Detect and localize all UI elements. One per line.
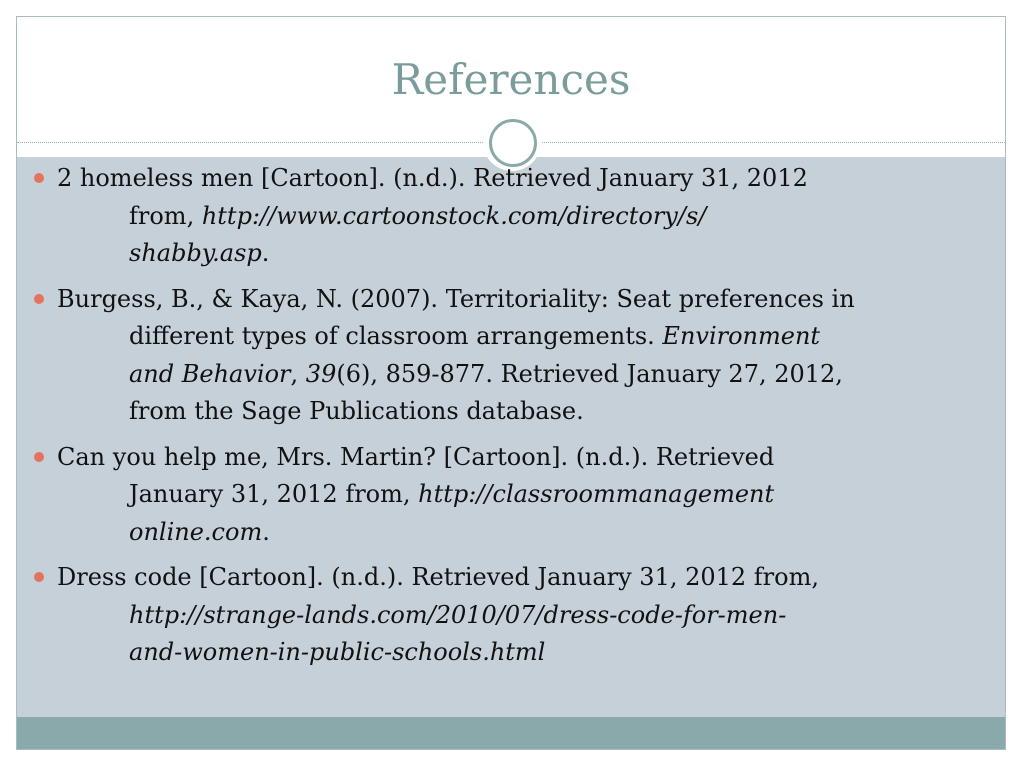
reference-text: January 31, 2012 from,	[129, 480, 419, 508]
reference-line	[57, 198, 965, 236]
reference-line	[57, 597, 965, 635]
reference-text: different types of classroom arrangements.	[129, 322, 663, 350]
reference-text: 2 homeless men [Cartoon]. (n.d.). Retrieved January 31, 2012	[57, 164, 808, 192]
reference-item	[30, 439, 965, 552]
reference-text: Dress code [Cartoon]. (n.d.). Retrieved January 31, 2012 from,	[57, 563, 819, 591]
reference-text: (6), 859-877. Retrieved January 27, 2012,	[336, 359, 843, 388]
reference-text: Burgess, B., & Kaya, N. (2007). Territoriality: Seat preferences in	[57, 284, 855, 313]
reference-line	[57, 634, 965, 672]
reference-line	[57, 281, 965, 319]
reference-italic-text: 39	[305, 359, 337, 388]
reference-item	[30, 160, 965, 273]
reference-italic-text: http://classroommanagement	[418, 480, 775, 508]
reference-text: .	[262, 517, 270, 546]
reference-italic-text: Environment	[662, 322, 821, 350]
reference-line	[57, 439, 965, 477]
reference-italic-text: shabby.asp	[129, 239, 262, 267]
reference-text: from the Sage Publications database.	[129, 397, 584, 425]
slide-title: References	[391, 55, 631, 104]
reference-item	[30, 559, 965, 672]
reference-italic-text: and-women-in-public-schools.html	[129, 638, 546, 666]
reference-line	[57, 514, 965, 552]
reference-text: ,	[290, 359, 306, 388]
reference-line	[57, 393, 965, 431]
bullet-icon	[34, 572, 44, 582]
footer-band	[17, 717, 1005, 750]
bullet-icon	[34, 294, 44, 304]
reference-line	[57, 235, 965, 273]
reference-text: .	[261, 239, 270, 267]
reference-italic-text: online.com	[129, 517, 263, 546]
reference-line	[57, 356, 965, 394]
reference-line	[57, 160, 965, 198]
reference-line	[57, 559, 965, 597]
bullet-icon	[34, 452, 44, 462]
reference-italic-text: http://www.cartoonstock.com/directory/s/	[201, 201, 707, 230]
reference-item	[30, 281, 965, 431]
reference-italic-text: http://strange-lands.com/2010/07/dress-code-for-men-	[129, 600, 787, 629]
reference-list	[30, 160, 965, 680]
bullet-icon	[34, 173, 44, 183]
reference-text: Can you help me, Mrs. Martin? [Cartoon]. (n.d.). Retrieved	[57, 442, 775, 471]
reference-line	[57, 476, 965, 514]
reference-text: from,	[129, 201, 202, 230]
reference-line	[57, 318, 965, 356]
reference-italic-text: and Behavior	[129, 359, 291, 388]
